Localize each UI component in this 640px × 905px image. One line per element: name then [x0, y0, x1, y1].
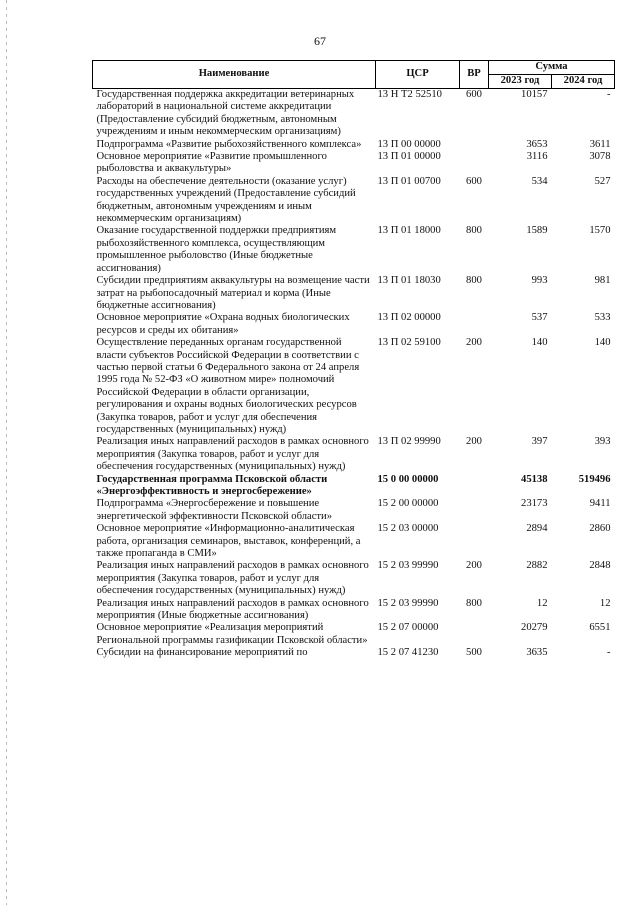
row-name: Субсидии на финансирование мероприятий по	[96, 647, 308, 659]
row-sum-2023: 993	[531, 275, 548, 287]
row-sum-2024: 6551	[589, 622, 611, 634]
row-name: Реализация иных направлений расходов в рамках основного мероприятия (Закупка товаров, работ и услуг для обеспечения государственных (муниципальных) нужд)	[96, 436, 369, 473]
row-csr: 13 П 02 99990	[377, 436, 441, 448]
row-sum-2023: 537	[531, 312, 548, 324]
budget-table	[92, 60, 615, 660]
row-csr: 13 П 02 00000	[377, 312, 441, 324]
row-csr: 13 Н Т2 52510	[377, 89, 442, 100]
row-vr: 800	[466, 597, 482, 609]
row-sum-2023: 1589	[526, 225, 548, 237]
row-sum-2024: 140	[594, 337, 611, 349]
row-name: Государственная программа Псковской области «Энергоэффективность и энергосбережение»	[96, 473, 328, 497]
row-name: Основное мероприятие «Реализация мероприятий Региональной программы газификации Псковской области»	[96, 622, 368, 646]
row-vr	[460, 312, 489, 337]
row-sum-2023: 397	[531, 436, 548, 448]
row-csr: 13 П 02 59100	[377, 337, 441, 349]
row-csr: 15 2 03 99990	[377, 560, 439, 572]
row-sum-2023: 20279	[521, 622, 548, 634]
row-sum-2023: 3653	[526, 138, 548, 150]
row-csr: 15 2 03 00000	[377, 523, 439, 535]
table-row	[93, 622, 615, 647]
row-sum-2023: 45138	[521, 473, 548, 485]
row-name: Оказание государственной поддержки предприятиям рыбохозяйственного комплекса, осуществляющим промышленное рыболовство (Иные бюджетные ассигнования)	[96, 225, 337, 274]
row-name: Основное мероприятие «Охрана водных биологических ресурсов и среды их обитания»	[96, 312, 350, 336]
row-vr: 200	[466, 436, 482, 448]
row-name: Осуществление переданных органам государственной власти субъектов Российской Федерации в соответствии с частью первой статьи 6 Федерального закона от 24 апреля 1995 года № 52-ФЗ «О животном мире» полномочий Российской Федерации в области организации, регулирования и охраны водных биологических ресурсов (Закупка товаров, работ и услуг для обеспечения государственных (муниципальных) нужд)	[96, 337, 360, 435]
row-sum-2023: 2894	[526, 523, 548, 535]
row-vr	[460, 151, 489, 176]
table-row	[93, 151, 615, 176]
row-csr: 15 0 00 00000	[377, 473, 439, 485]
row-sum-2024: 519496	[578, 473, 611, 485]
row-sum-2024: 981	[594, 275, 611, 287]
header-csr: ЦСР	[376, 61, 460, 89]
row-vr: 600	[466, 175, 482, 187]
row-vr	[460, 622, 489, 647]
table-header	[93, 61, 615, 89]
row-csr: 13 П 01 00700	[377, 175, 441, 187]
page-number: 67	[314, 34, 326, 48]
table-row	[93, 225, 615, 275]
row-name: Подпрограмма «Развитие рыбохозяйственного комплекса»	[96, 138, 362, 150]
header-vr: ВР	[460, 61, 489, 89]
row-vr	[460, 523, 489, 560]
row-csr: 15 2 00 00000	[377, 498, 439, 510]
row-vr	[460, 498, 489, 523]
table-row	[93, 436, 615, 473]
table-body	[93, 89, 615, 660]
row-sum-2024: 3078	[589, 151, 611, 163]
row-csr: 13 П 01 00000	[377, 151, 441, 163]
row-vr: 800	[466, 275, 482, 287]
row-vr	[460, 474, 489, 499]
row-csr: 13 П 01 18030	[377, 275, 441, 287]
row-name: Подпрограмма «Энергосбережение и повышение энергетической эффективности Псковской области»	[96, 498, 333, 522]
table-row	[93, 139, 615, 151]
row-name: Основное мероприятие «Развитие промышленного рыболовства и аквакультуры»	[96, 151, 327, 175]
row-sum-2024: -	[606, 89, 611, 100]
table-row	[93, 275, 615, 312]
row-vr: 800	[466, 225, 482, 237]
row-sum-2023: 3116	[526, 151, 548, 163]
row-vr: 600	[466, 89, 482, 100]
row-csr: 15 2 03 99990	[377, 597, 439, 609]
row-sum-2024: 1570	[589, 225, 611, 237]
table-row	[93, 312, 615, 337]
table-row	[93, 498, 615, 523]
header-name: Наименование	[93, 61, 376, 89]
row-vr: 200	[466, 560, 482, 572]
row-sum-2024: 527	[594, 175, 611, 187]
row-vr: 200	[466, 337, 482, 349]
header-year-2024: 2024 год	[552, 75, 615, 89]
row-sum-2024: 2860	[589, 523, 611, 535]
row-csr: 15 2 07 41230	[377, 647, 439, 659]
table-row	[93, 337, 615, 436]
row-name: Реализация иных направлений расходов в рамках основного мероприятия (Иные бюджетные ассигнования)	[96, 597, 369, 622]
table-row	[93, 523, 615, 560]
header-sum: Сумма	[489, 61, 615, 75]
row-sum-2024: 3611	[589, 138, 611, 150]
row-name: Государственная поддержка аккредитации ветеринарных лабораторий в национальной системе аккредитации (Предоставление субсидий бюджетным, автономным учреждениям и иным некоммерческим организациям)	[96, 89, 355, 138]
row-sum-2023: 10157	[521, 89, 548, 100]
row-sum-2023: 2882	[526, 560, 548, 572]
row-sum-2023: 3635	[526, 647, 548, 659]
table-row	[93, 647, 615, 659]
table-row	[93, 560, 615, 597]
row-vr: 500	[466, 647, 482, 659]
row-csr: 13 П 01 18000	[377, 225, 441, 237]
row-sum-2024: 393	[594, 436, 611, 448]
row-vr	[460, 139, 489, 151]
row-name: Расходы на обеспечение деятельности (оказание услуг) государственных учреждений (Предоставление субсидий бюджетным, автономным учреждениям и иным некоммерческим организациям)	[96, 175, 356, 225]
row-sum-2024: 12	[599, 597, 611, 609]
row-sum-2023: 23173	[521, 498, 548, 510]
row-name: Субсидии предприятиям аквакультуры на возмещение части затрат на рыбопосадочный материал и корма (Иные бюджетные ассигнования)	[96, 275, 370, 311]
row-sum-2023: 12	[536, 597, 548, 609]
row-name: Основное мероприятие «Информационно-аналитическая работа, организация семинаров, выставок, конференций, а также пропаганда в СМИ»	[96, 523, 361, 560]
table-row	[93, 474, 615, 499]
table-row	[93, 598, 615, 623]
header-year-2023: 2023 год	[489, 75, 552, 89]
table-row	[93, 176, 615, 226]
row-csr: 15 2 07 00000	[377, 622, 439, 634]
row-sum-2024: 533	[594, 312, 611, 324]
row-sum-2023: 534	[531, 175, 548, 187]
row-sum-2024: 2848	[589, 560, 611, 572]
table-row	[93, 89, 615, 139]
row-sum-2024: -	[606, 647, 611, 659]
row-sum-2023: 140	[531, 337, 548, 349]
row-sum-2024: 9411	[589, 498, 611, 510]
row-csr: 13 П 00 00000	[377, 138, 441, 150]
row-name: Реализация иных направлений расходов в рамках основного мероприятия (Закупка товаров, работ и услуг для обеспечения государственных (муниципальных) нужд)	[96, 560, 369, 597]
scan-edge	[6, 0, 7, 905]
